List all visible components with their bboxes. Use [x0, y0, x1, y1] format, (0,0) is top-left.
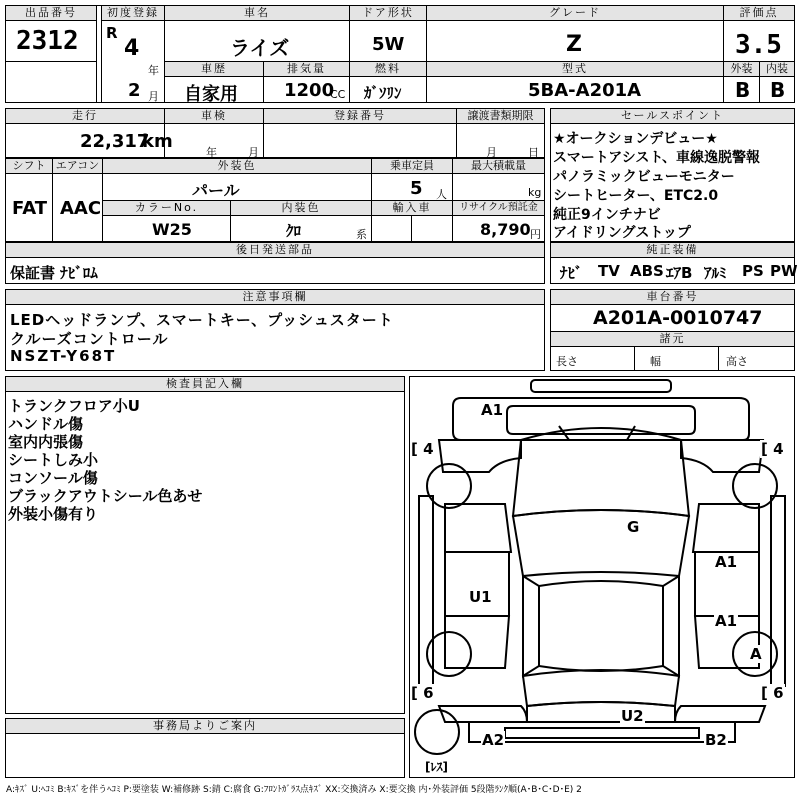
inspection-label: 車検 [165, 109, 263, 124]
damage-mark: G [627, 518, 640, 536]
sales-point: パノラミックビューモニター [553, 169, 735, 185]
transfer-label: 譲渡書類期限 [457, 109, 544, 124]
recycle-label: リサイクル預託金 [453, 201, 544, 216]
damage-mark: A2 [482, 731, 505, 749]
interior-color-label: 内装色 [231, 201, 371, 216]
reg-month: 2 [128, 80, 141, 101]
int-label: 内装 [760, 62, 794, 77]
interior-unit: 系 [356, 228, 367, 241]
lot-label: 出品番号 [6, 6, 96, 21]
recycle-unit: 円 [530, 228, 541, 241]
inspector-title: 検査員記入欄 [6, 377, 404, 392]
capacity: 5 [410, 178, 423, 199]
transfer-day: 日 [528, 146, 539, 159]
car-name: ライズ [230, 36, 290, 60]
inspector-line: ブラックアウトシール色あせ [8, 487, 203, 505]
ac: AAC [60, 198, 102, 219]
ac-label: エアコン [53, 159, 102, 174]
shift-label: シフト [6, 159, 52, 174]
documents-text: 保証書 ﾅﾋﾞﾛﾑ [10, 264, 98, 282]
reg-era: R [106, 24, 118, 42]
equipment-item: PS [742, 262, 764, 280]
int-score: B [770, 78, 786, 102]
damage-mark: A1 [481, 401, 504, 419]
equipment-item: ｱﾙﾐ [704, 264, 727, 282]
insp-year: 年 [206, 146, 217, 159]
sales-point: 純正9インチナビ [553, 207, 661, 223]
interior-color: ｸﾛ [286, 222, 302, 240]
tire-front-left: [ 4 [411, 440, 434, 458]
damage-mark: A1 [715, 612, 738, 630]
damage-mark: U2 [621, 707, 644, 725]
insp-month: 月 [248, 146, 259, 159]
inspector-line: コンソール傷 [8, 469, 98, 487]
sales-points-title: セールスポイント [551, 109, 794, 124]
damage-mark: A [750, 645, 762, 663]
inspector-line: シートしみ小 [8, 451, 99, 469]
door-type: 5W [372, 34, 405, 55]
cc-unit: CC [330, 88, 346, 101]
damage-mark: B2 [705, 731, 727, 749]
dims-length: 長さ [556, 355, 578, 368]
damage-mark: A1 [715, 553, 738, 571]
equipment-item: ｴｱB [666, 264, 693, 282]
car-outline-drawing [409, 376, 795, 778]
shift: FAT [12, 198, 48, 219]
load-label: 最大積載量 [453, 159, 544, 174]
km-unit: km [142, 131, 173, 152]
damage-mark: U1 [469, 588, 492, 606]
score: 3.5 [735, 30, 782, 60]
door-label: ドア形状 [350, 6, 426, 21]
score-label: 評価点 [724, 6, 794, 21]
chassis-title: 車台番号 [551, 290, 794, 305]
mileage: 22,317 [80, 131, 150, 152]
ext-label: 外装 [724, 62, 759, 77]
inspector-line: 外装小傷有り [8, 505, 99, 523]
tire-rear-right: [ 6 [761, 684, 784, 702]
dims-width: 幅 [650, 355, 661, 368]
reg-year: 4 [124, 36, 140, 61]
spare-tire-label: [ﾚｽ] [425, 760, 448, 774]
color-label: 外装色 [103, 159, 371, 174]
inspector-line: ハンドル傷 [8, 415, 84, 433]
color-no: W25 [152, 220, 192, 239]
reg-year-unit: 年 [148, 64, 159, 77]
color-no-label: カラーNo. [103, 201, 230, 216]
notes-title: 注意事項欄 [6, 290, 544, 305]
documents-title: 後日発送部品 [6, 243, 544, 258]
import-label: 輸入車 [372, 201, 452, 216]
equipment-item: PW [770, 262, 798, 280]
model-label: 型式 [427, 62, 723, 77]
mileage-label: 走行 [6, 109, 164, 124]
recycle-fee: 8,790 [480, 220, 531, 239]
displacement-label: 排気量 [264, 62, 349, 77]
displacement: 1200 [284, 80, 335, 101]
notes-line: NSZT-Y68T [10, 347, 117, 365]
exterior-color: パール [192, 181, 240, 200]
sales-point: ★オークションデビュー★ [553, 131, 718, 147]
fuel-label: 燃料 [350, 62, 426, 77]
chassis-number: A201A-0010747 [593, 307, 763, 329]
notes-line: クルーズコントロール [10, 330, 169, 348]
lot-number: 2312 [16, 26, 79, 56]
name-label: 車名 [165, 6, 349, 21]
inspector-line: トランクフロア小U [8, 397, 140, 415]
model: 5BA-A201A [528, 80, 642, 101]
ext-score: B [735, 78, 751, 102]
sales-point: アイドリングストップ [553, 225, 691, 241]
sales-point: スマートアシスト、車線逸脱警報 [553, 150, 761, 166]
office-title: 事務局よりご案内 [6, 719, 404, 734]
history-label: 車歴 [165, 62, 263, 77]
plate-label: 登録番号 [264, 109, 456, 124]
equipment-item: ﾅﾋﾞ [560, 264, 583, 282]
capacity-unit: 人 [436, 188, 447, 201]
tire-front-right: [ 4 [761, 440, 784, 458]
grade: Z [566, 32, 582, 57]
dims-label: 諸元 [551, 332, 794, 347]
sales-point: シートヒーター、ETC2.0 [553, 188, 719, 204]
reg-label: 初度登録 [102, 6, 164, 21]
legend-text: A:ｷｽﾞ U:ﾍｺﾐ B:ｷｽﾞを伴うﾍｺﾐ P:要塗装 W:補修跡 S:錆 C:腐食 G:ﾌﾛﾝﾄｶﾞﾗｽ点ｷｽﾞ XX:交換済み X:要交換 内･外装評価 5段階ﾗﾝｸ順(A･B･C･D･E) 2 [6, 785, 582, 795]
fuel: ｶﾞｿﾘﾝ [364, 84, 402, 102]
equipment-item: TV [598, 262, 620, 280]
history: 自家用 [184, 84, 238, 105]
equipment-item: ABS [630, 262, 664, 280]
transfer-month: 月 [486, 146, 497, 159]
capacity-label: 乗車定員 [372, 159, 452, 174]
reg-month-unit: 月 [148, 90, 159, 103]
grade-label: グレード [427, 6, 723, 21]
load-unit: kg [528, 186, 542, 199]
equipment-title: 純正装備 [551, 243, 794, 258]
tire-rear-left: [ 6 [411, 684, 434, 702]
inspector-line: 室内内張傷 [8, 433, 84, 451]
notes-line: LEDヘッドランプ、スマートキー、プッシュスタート [10, 311, 394, 329]
dims-height: 高さ [726, 355, 748, 368]
